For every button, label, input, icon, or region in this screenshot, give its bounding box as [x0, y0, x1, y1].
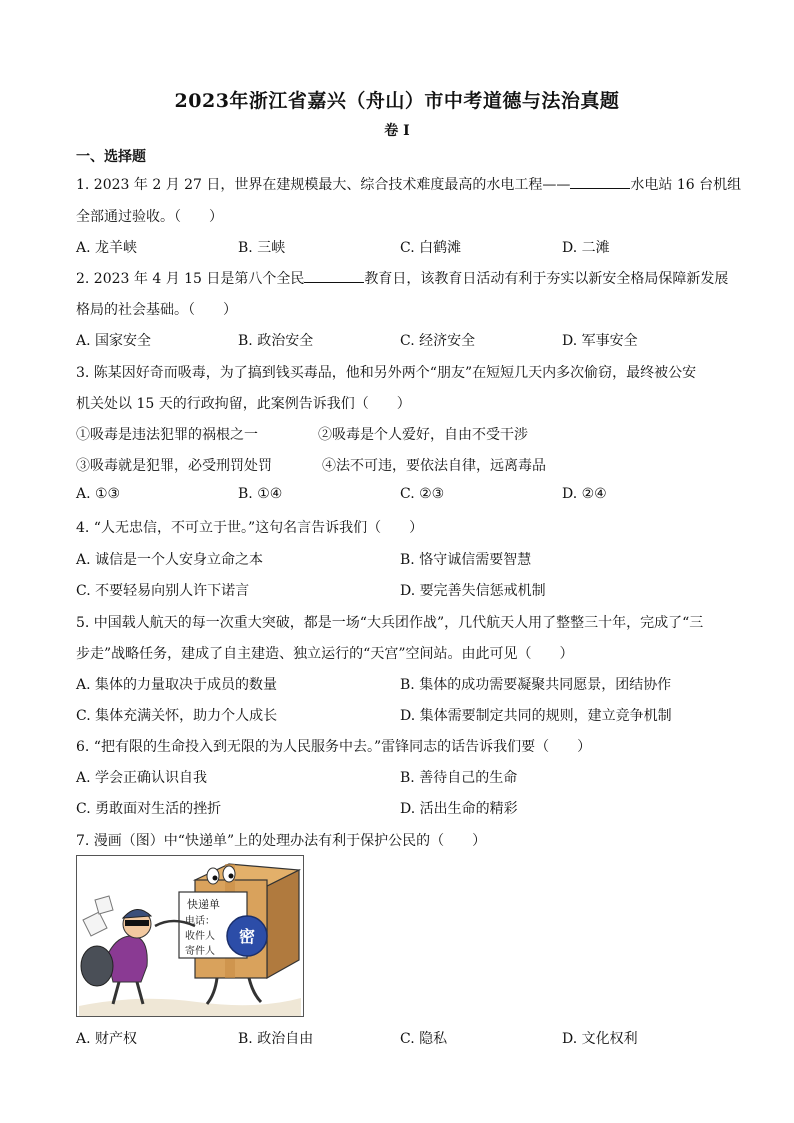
q1-option-d: D. 二滩: [562, 240, 610, 256]
package-pupil-right: [229, 874, 234, 879]
q3-option-b: B. ①④: [238, 486, 283, 502]
q3-option-d: D. ②④: [562, 486, 607, 502]
q7-option-d: D. 文化权利: [562, 1031, 638, 1047]
q2-text-part1: 2. 2023 年 4 月 15 日是第八个全民: [76, 271, 305, 287]
q3-text-line1: 3. 陈某因好奇而吸毒，为了搞到钱买毒品，他和另外两个“朋友”在短短几天内多次偷窃，最终被公安: [76, 365, 697, 381]
thief-body: [107, 936, 147, 982]
label-phone: 电话：: [185, 916, 215, 927]
thief-cap: [123, 909, 151, 918]
q4-option-c: C. 不要轻易向别人许下诺言: [76, 583, 250, 599]
q1-option-a: A. 龙羊峡: [76, 240, 138, 256]
q2-text-line1: [76, 268, 728, 288]
comic-illustration: [76, 855, 304, 1017]
ground-shape: [79, 998, 301, 1016]
q7-option-b: B. 政治自由: [238, 1031, 314, 1047]
secret-seal-text: 密: [238, 927, 256, 946]
q2-option-a: A. 国家安全: [76, 333, 152, 349]
q3-statement-1: ①吸毒是违法犯罪的祸根之一: [76, 427, 258, 443]
q3-statement-2: ②吸毒是个人爱好，自由不受干涉: [318, 427, 528, 443]
flying-paper-2: [95, 896, 113, 914]
q7-option-a: A. 财产权: [76, 1031, 138, 1047]
thief-sack: [81, 946, 113, 986]
q3-statement-3: ③吸毒就是犯罪，必受刑罚处罚: [76, 458, 272, 474]
q3-text-line2: 机关处以 15 天的行政拘留，此案例告诉我们（ ）: [76, 396, 411, 412]
label-title: 快递单: [187, 898, 220, 911]
q2-option-c: C. 经济安全: [400, 333, 476, 349]
q3-option-c: C. ②③: [400, 486, 445, 502]
package-leg-right: [249, 978, 261, 1002]
label-recipient: 收件人: [185, 931, 215, 942]
q6-option-a: A. 学会正确认识自我: [76, 770, 208, 786]
page-subtitle: 卷 I: [384, 123, 410, 139]
q2-text-line2: 格局的社会基础。（ ）: [76, 302, 237, 318]
q1-text-part1: 1. 2023 年 2 月 27 日，世界在建规模最大、综合技术难度最高的水电工程——: [76, 177, 571, 193]
q6-option-b: B. 善待自己的生命: [400, 770, 518, 786]
q5-option-d: D. 集体需要制定共同的规则，建立竞争机制: [400, 708, 672, 724]
q6-text-line1: 6. “把有限的生命投入到无限的为人民服务中去。”雷锋同志的话告诉我们要（ ）: [76, 739, 592, 755]
package-eye-right: [223, 866, 235, 882]
q2-option-b: B. 政治安全: [238, 333, 314, 349]
q5-option-a: A. 集体的力量取决于成员的数量: [76, 677, 278, 693]
q5-option-b: B. 集体的成功需要凝聚共同愿景，团结协作: [400, 677, 672, 693]
q1-text-line1: [76, 174, 741, 194]
q1-text-part2: 水电站 16 台机组: [630, 177, 742, 193]
q6-option-c: C. 勇敢面对生活的挫折: [76, 801, 222, 817]
q4-option-a: A. 诚信是一个人安身立命之本: [76, 552, 264, 568]
package-leg-left: [207, 978, 217, 1004]
q3-option-a: A. ①③: [76, 486, 121, 502]
q5-text-line1: 5. 中国载人航天的每一次重大突破，都是一场“大兵团作战”，几代航天人用了整整三十年，完成了“三: [76, 615, 704, 631]
q1-option-c: C. 白鹤滩: [400, 240, 462, 256]
q2-text-part2: 教育日，该教育日活动有利于夯实以新安全格局保障新发展: [364, 271, 729, 287]
flying-paper-1: [83, 912, 107, 936]
q4-text-line1: 4. “人无忠信，不可立于世。”这句名言告诉我们（ ）: [76, 520, 424, 536]
q1-option-b: B. 三峡: [238, 240, 286, 256]
q3-statement-4: ④法不可违，要依法自律，远离毒品: [322, 458, 546, 474]
q2-option-d: D. 军事安全: [562, 333, 638, 349]
section-heading: 一、选择题: [76, 149, 146, 165]
q6-option-d: D. 活出生命的精彩: [400, 801, 518, 817]
q4-option-b: B. 恪守诚信需要智慧: [400, 552, 532, 568]
q7-text-line1: 7. 漫画（图）中“快递单”上的处理办法有利于保护公民的（ ）: [76, 833, 487, 849]
package-pupil-left: [213, 876, 218, 881]
q7-option-c: C. 隐私: [400, 1031, 448, 1047]
q5-text-line2: 步走”战略任务，建成了自主建造、独立运行的“天宫”空间站。由此可见（ ）: [76, 646, 574, 662]
thief-mask: [125, 920, 149, 926]
page-title: 2023年浙江省嘉兴（舟山）市中考道德与法治真题: [174, 90, 620, 112]
label-sender: 寄件人: [185, 946, 215, 957]
q1-text-line2: 全部通过验收。（ ）: [76, 209, 223, 225]
q4-option-d: D. 要完善失信惩戒机制: [400, 583, 546, 599]
package-side: [267, 870, 299, 978]
q5-option-c: C. 集体充满关怀，助力个人成长: [76, 708, 278, 724]
comic-drawing: [77, 856, 303, 1016]
q2-blank: [304, 268, 364, 283]
q1-blank: [570, 174, 630, 189]
package-eye-left: [207, 868, 219, 884]
